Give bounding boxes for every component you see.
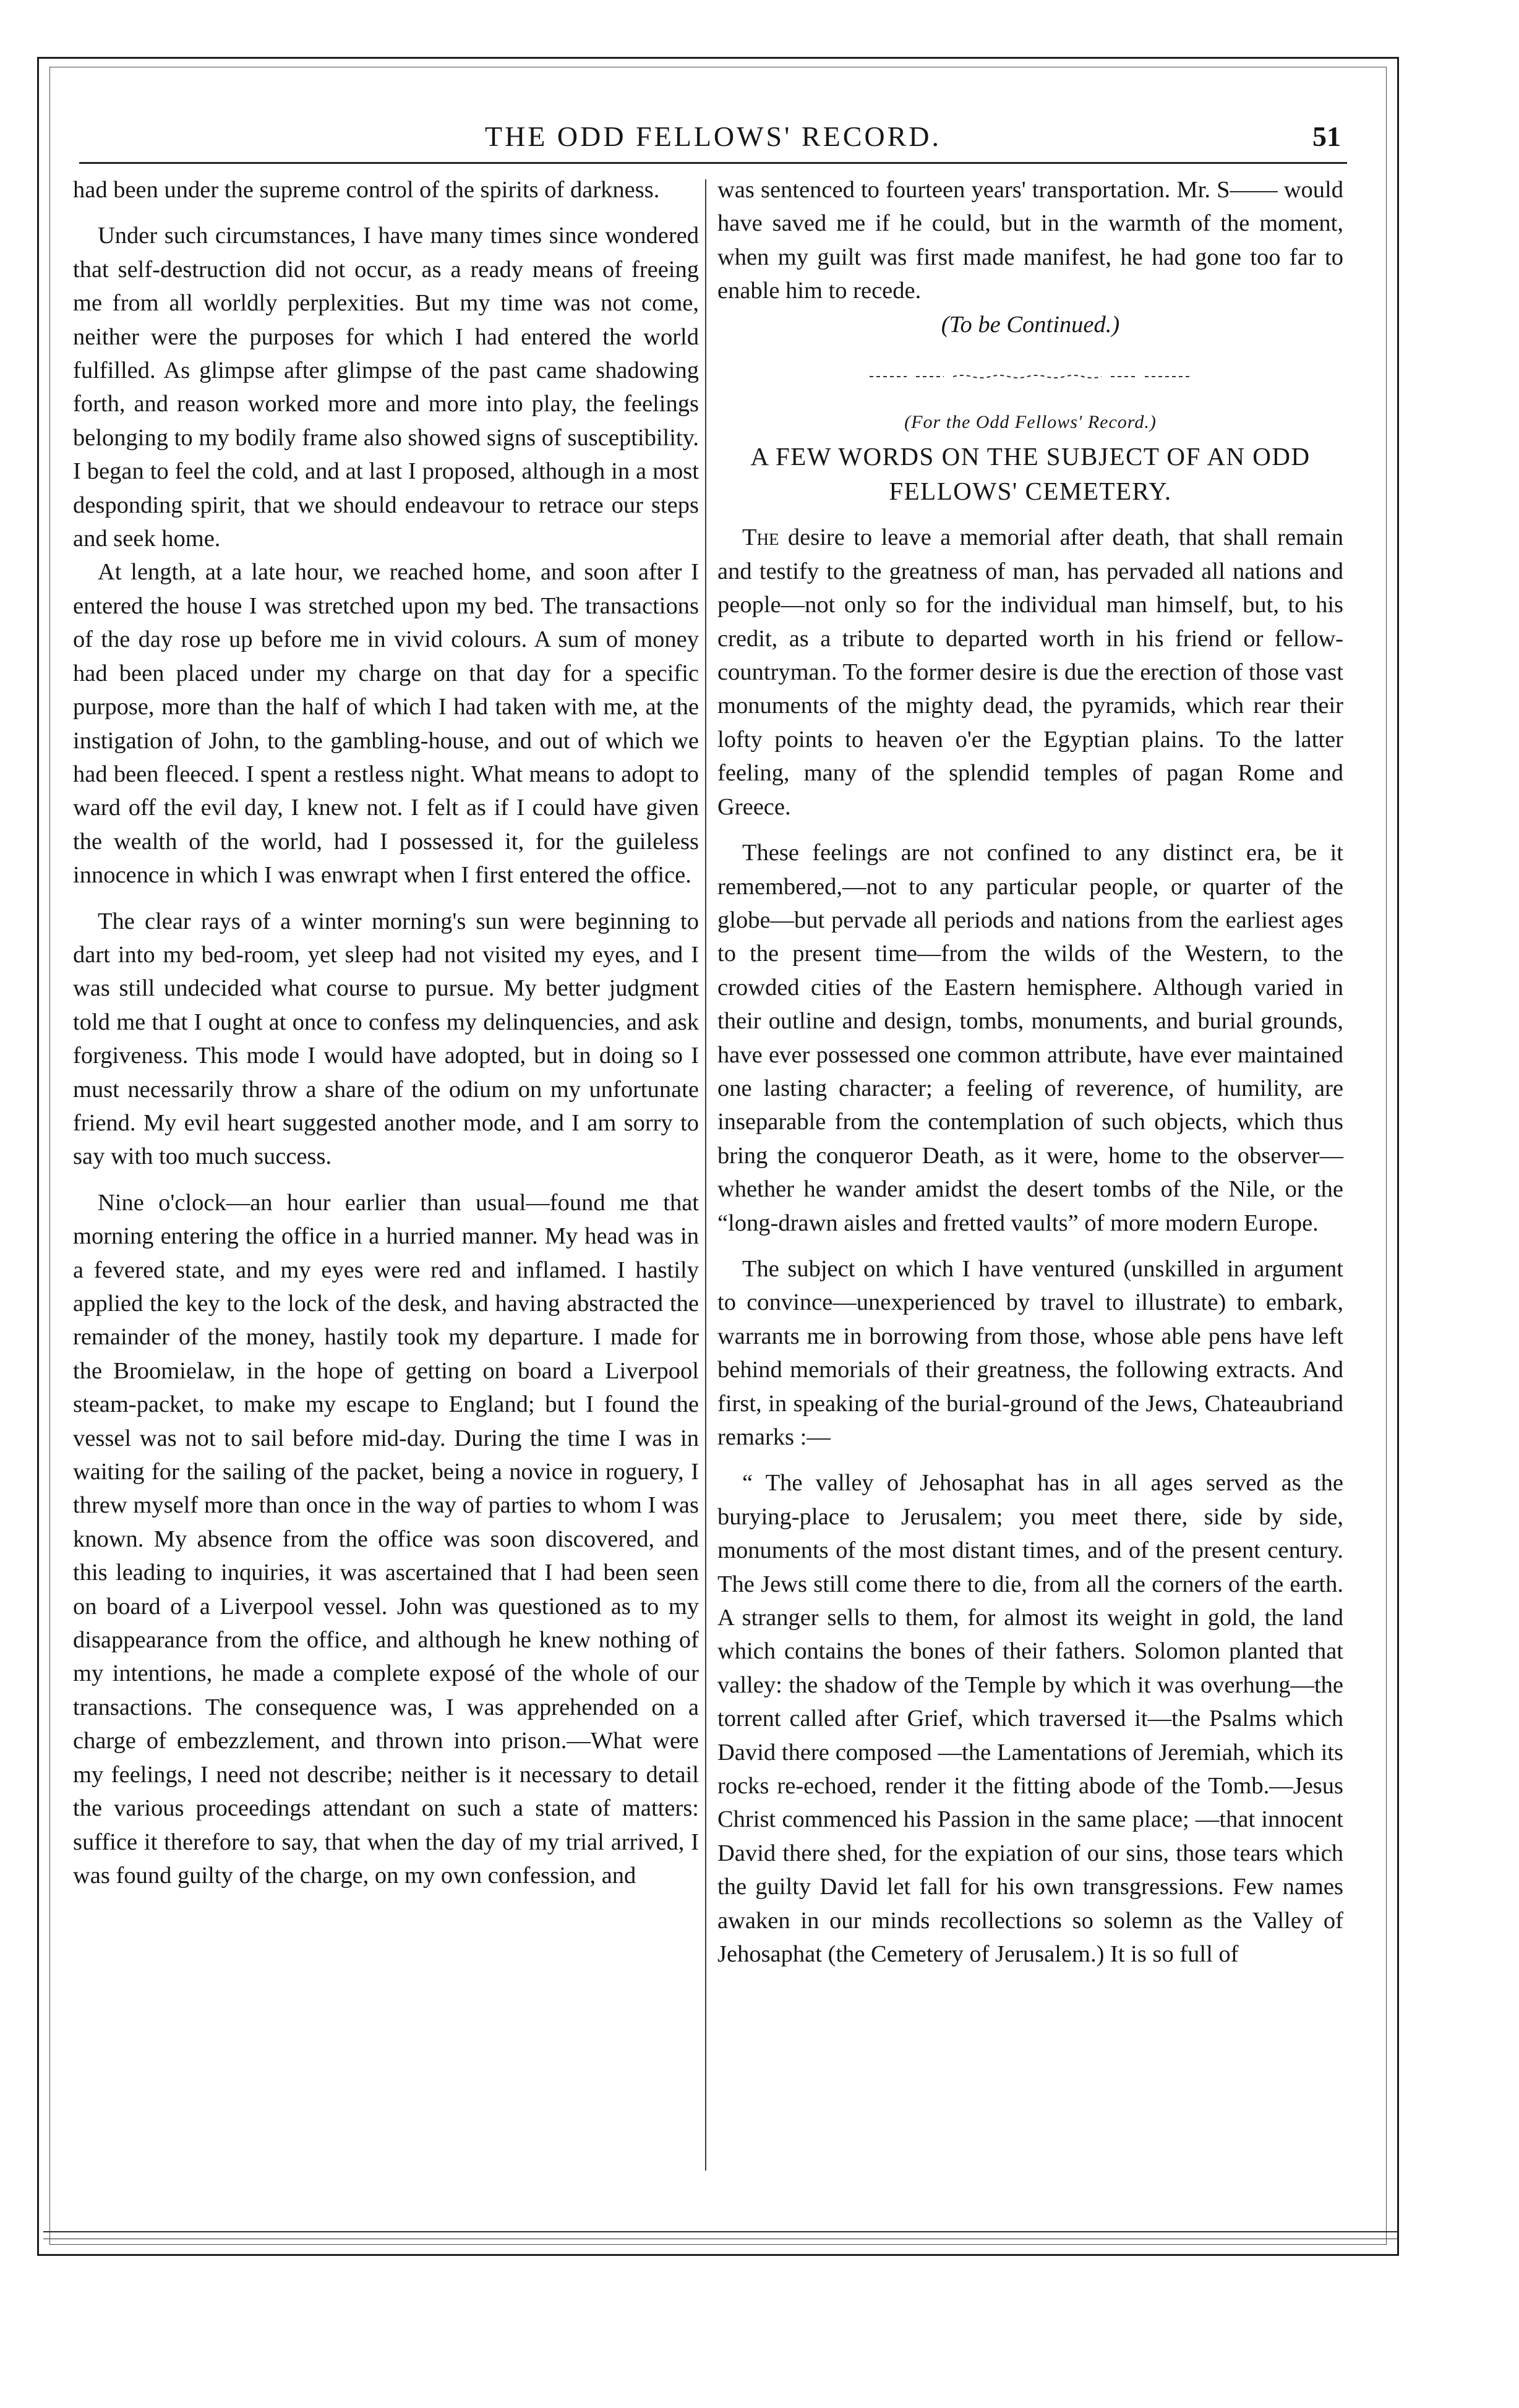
- header-rule: [79, 162, 1347, 164]
- paragraph: At length, at a late hour, we reached home, and soon after I entered the house I was stretched upon my bed. The transactions of the day rose up before me in vivid colours. A sum of money had been placed under my charge on that day for a specific purpose, more than the half of which I had taken with me, at the instigation of John, to the gambling-house, and out of which we had been fleeced. I spent a restless night. What means to adopt to ward off the evil day, I knew not. I felt as if I could have given the wealth of the world, had I possessed it, for the guileless innocence in which I was enwrapt when I first entered the office.: [73, 559, 699, 889]
- paragraph: “ The valley of Jehosaphat has in all ages served as the burying-place to Jerusalem; you meet there, side by side, monuments of the most distant times, and of the present century. The Jews still come there to die, from all the corners of the earth. A stranger sells to them, for almost its weight in gold, the land which contains the bones of their fathers. Solomon planted that valley: the shadow of the Temple by which it was overhung—the torrent called after Grief, which traversed it—the Psalms which David there composed —the Lamentations of Jeremiah, which its rocks re-echoed, render it the fitting abode of the Tomb.—Jesus Christ commenced his Passion in the same place; —that innocent David there shed, for the expiation of our sins, those tears which the guilty David let fall for his own transgressions. Few names awaken in our minds recollections so solemn as the Valley of Jehosaphat (the Cemetery of Jerusalem.) It is so full of: [717, 1470, 1343, 1968]
- section-divider-ornament: [870, 374, 1191, 380]
- paragraph: The clear rays of a winter morning's sun were beginning to dart into my bed-room, yet sleep had not visited my eyes, and I was still undecided what course to pursue. My better judgment told me that I ought at once to confess my delinquencies, and ask forgiveness. This mode I would have adopted, but in doing so I must necessarily throw a share of the odium on my unfortunate friend. My evil heart suggested another mode, and I am sorry to say with too much success.: [73, 908, 699, 1170]
- footer-rule: [43, 2231, 1398, 2232]
- paragraph: Nine o'clock—an hour earlier than usual—found me that morning entering the office in a hurried manner. My head was in a fevered state, and my eyes were red and inflamed. I hastily applied the key to the lock of the desk, and having abstracted the remainder of the money, hastily took my departure. I made for the Broomielaw, in the hope of getting on board a Liverpool steam-packet, to make my escape to England; but I found the vessel was not to sail before mid-day. During the time I was in waiting for the sailing of the packet, being a novice in roguery, I threw myself more than once in the way of parties to whom I was known. My absence from the office was soon discovered, and this leading to inquiries, it was ascertained that I had been seen on board of a Liverpool vessel. John was questioned as to my disappearance from the office, and although he knew nothing of my intentions, he made a complete exposé of the whole of our transactions. The consequence was, I was apprehended on a charge of embezzlement, and thrown into prison.—What were my feelings, I need not describe; neither is it necessary to detail the various proceedings attendant on such a state of matters: suffice it therefore to say, that when the day of my trial arrived, I was found guilty of the charge, on my own confession, and: [73, 1189, 699, 1889]
- paragraph: Under such circumstances, I have many times since wondered that self-destruction did not occur, as a ready means of freeing me from all worldly perplexities. But my time was not come, neither were the purposes for which I had entered the world fulfilled. As glimpse after glimpse of the past came shadowing forth, and reason worked more and more into play, the feelings belonging to my bodily frame also showed signs of susceptibility. I began to feel the cold, and at last I proposed, although in a most desponding spirit, that we should endeavour to retrace our steps and seek home.: [73, 223, 699, 552]
- article-title: A FEW WORDS ON THE SUBJECT OF AN ODD FELLOWS' CEMETERY.: [750, 442, 1311, 506]
- running-header: [79, 111, 1347, 167]
- page-number: 51: [1312, 121, 1341, 152]
- paragraph: [717, 521, 1343, 824]
- running-title: THE ODD FELLOWS' RECORD.: [484, 121, 942, 152]
- paragraph: These feelings are not confined to any distinct era, be it remembered,—not to any particular people, or quarter of the globe—but pervade all periods and nations from the earliest ages to the present time—from the wilds of the Western, to the crowded cities of the Eastern hemisphere. Although varied in their outline and design, tombs, monuments, and burial grounds, have ever possessed one common attribute, have ever maintained one lasting character; a feeling of reverence, of humility, are inseparable from the contemplation of such objects, which thus bring the conqueror Death, as it were, home to the observer—whether he wander amidst the desert tombs of the Nile, or the “long-drawn aisles and fretted vaults” of more modern Europe.: [717, 840, 1343, 1236]
- paragraph: was sentenced to fourteen years' transportation. Mr. S—— would have saved me if he could, but in the warmth of the moment, when my guilt was first made manifest, he had gone too far to enable him to recede.: [717, 177, 1343, 304]
- column-divider: [705, 179, 706, 2171]
- source-note: (For the Odd Fellows' Record.): [904, 412, 1157, 433]
- paragraph: The subject on which I have ventured (unskilled in argument to convince—unexperienced by travel to illustrate) to embark, warrants me in borrowing from those, whose able pens have left behind memorials of their greatness, the following extracts. And first, in speaking of the burial-ground of the Jews, Chateaubriand remarks :—: [717, 1255, 1343, 1450]
- left-column: [73, 173, 699, 1892]
- paragraph-text: desire to leave a memorial after death, that shall remain and testify to the greatness of man, has pervaded all nations and people—not only so for the individual man himself, but, to his credit, as a tribute to departed worth in his friend or fellow-countryman. To the former desire is due the erection of those vast monuments of the mighty dead, the pyramids, which rear their lofty points to heaven o'er the Egyptian plains. To the latter feeling, many of the splendid temples of pagan Rome and Greece.: [717, 524, 1343, 820]
- continued-note: (To be Continued.): [941, 311, 1120, 338]
- drop-word: The: [742, 524, 779, 551]
- paragraph: had been under the supreme control of the spirits of darkness.: [73, 177, 660, 203]
- right-column: [717, 173, 1343, 1971]
